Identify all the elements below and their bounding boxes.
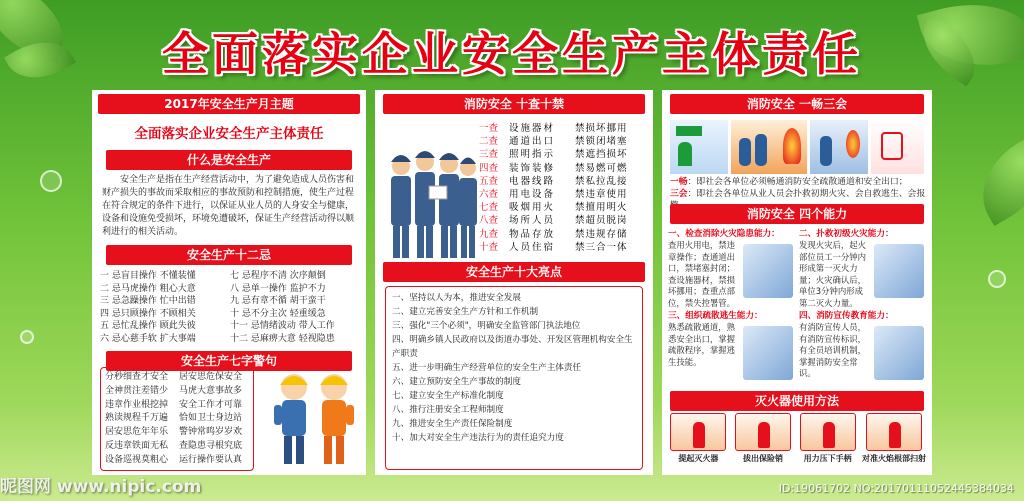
left-panel [92, 90, 366, 475]
taboo-item: 十 忌不分主次 轻重缓急 [230, 308, 326, 319]
taboo-item: 七 忌程序不清 次序颠倒 [230, 271, 326, 281]
ability-title: 三、组织疏散逃生能力： [668, 311, 763, 321]
ten-check-row [479, 241, 649, 254]
ten-check-ban: 禁三合一体 [575, 241, 628, 253]
ten-check-number: 八查 [479, 215, 499, 227]
middle-panel [375, 90, 653, 475]
taboo-item: 十二 忌麻痹大意 轻视隐患 [230, 333, 335, 344]
extinguisher-step-label: 提起灭火器 [678, 454, 719, 463]
taboo-item: 一 忌盲目操作 不懂装懂 [100, 271, 196, 281]
one-smooth-label: 一畅 [670, 177, 688, 187]
taboo-item: 三 忌急躁操作 忙中出错 [100, 296, 196, 306]
extinguisher-steps [668, 413, 926, 464]
ten-check-number: 六查 [479, 189, 499, 201]
ten-check-ban: 禁易燃可燃 [575, 162, 628, 174]
what-is-safety-header: 什么是安全生产 [106, 150, 352, 170]
ten-highlights-list [385, 286, 643, 470]
ten-check-item: 场所人员 [509, 215, 556, 227]
workers-illustration [268, 365, 362, 473]
extinguisher-icon [823, 422, 835, 448]
extinguisher-step-label: 用力压下手柄 [803, 454, 852, 463]
highlight-item: 二、建立完善安全生产方针和工作机制 [392, 307, 539, 317]
ability-block [799, 310, 926, 390]
ten-check-row [479, 214, 649, 227]
ten-check-number: 二查 [479, 136, 499, 148]
twelve-taboos-header: 安全生产十二忌 [106, 245, 352, 265]
ten-check-row [479, 201, 649, 214]
verse-item: 马虎大意事故多 [179, 385, 243, 396]
one-smooth-text: ：即社会各单位必须畅通消防安全疏散通道和安全出口； [687, 177, 908, 187]
evacuation-scene-icon [731, 120, 807, 174]
highlight-item: 四、明确乡镇人民政府以及街道办事处、开发区管理机构安全生产职责 [392, 335, 633, 359]
three-can-label: 三会 [670, 189, 688, 199]
taboo-item: 九 忌有章不循 胡干蛮干 [230, 296, 326, 306]
extinguisher-header: 灭火器使用方法 [670, 391, 924, 411]
worker-figure [320, 374, 354, 464]
extinguisher-step-icon [735, 413, 791, 451]
ability-illustration-icon [874, 326, 924, 380]
bubble-decoration [988, 270, 1006, 288]
ability-illustration-icon [743, 244, 793, 298]
ten-check-row [479, 122, 649, 135]
ten-check-ban: 禁擅用明火 [575, 202, 628, 214]
watermark-logo: 昵图网 www.nipic.com [0, 477, 202, 497]
verse-item: 全神贯注差错少 [105, 385, 169, 396]
watermark-id: ID:19061702 NO:20170111052445384034 [778, 482, 1014, 495]
ability-block [668, 228, 795, 308]
ten-checks-list [479, 122, 649, 254]
extinguisher-step [733, 413, 794, 464]
four-abilities-grid [668, 228, 926, 390]
ten-check-ban: 禁遮挡损坏 [575, 149, 628, 161]
ability-block [668, 310, 795, 390]
seven-char-box [100, 367, 254, 471]
highlight-item: 六、建立预防安全生产事故的制度 [392, 377, 521, 387]
ability-illustration-icon [743, 326, 793, 380]
ten-check-ban: 禁超员脱岗 [575, 215, 628, 227]
taboo-item: 二 忌马虎操作 粗心大意 [100, 283, 196, 294]
ten-check-ban: 禁私拉乱接 [575, 175, 628, 187]
three-can-text: ：即社会各单位从业人员会扑救初期火灾、会自救逃生、会报 [687, 189, 926, 199]
verse-item: 安全工作才可靠 [179, 399, 243, 410]
highlight-item: 五、进一步明确生产经营单位的安全生产主体责任 [392, 363, 582, 373]
extinguisher-step [862, 413, 926, 464]
ability-title: 四、消防宣传教育能力： [799, 311, 894, 321]
footer-strip [0, 475, 1024, 501]
ten-check-number: 九查 [479, 228, 499, 240]
ten-check-item: 用电设备 [509, 189, 556, 201]
verse-item: 查隐患寻根究底 [179, 440, 243, 451]
verse-item: 居安思危保安全 [179, 372, 243, 382]
extinguisher-step-label: 拔出保险销 [743, 454, 783, 463]
leaf-decoration [964, 134, 1024, 226]
verse-item: 设备巡视莫粗心 [105, 454, 169, 465]
ten-check-row [479, 175, 649, 188]
ability-block [799, 228, 926, 308]
extinguisher-icon [758, 422, 770, 448]
alarm-phone-icon [871, 120, 924, 174]
verse-item: 违章作业根挖掉 [105, 399, 169, 410]
highlight-item: 八、推行注册安全工程师制度 [392, 405, 504, 415]
exit-sign-icon [670, 120, 728, 174]
ten-check-item: 物品存放 [509, 228, 556, 240]
one-smooth-three-header: 消防安全 一畅三会 [670, 94, 924, 114]
ten-check-ban: 禁违规存储 [575, 228, 628, 240]
extinguisher-step-icon [800, 413, 856, 451]
ten-check-number: 三查 [479, 149, 499, 161]
extinguisher-step-icon [866, 413, 922, 451]
taboo-item: 六 忌心慈手软 扩大事端 [100, 333, 196, 344]
ten-check-number: 四查 [479, 162, 499, 174]
taboo-item: 八 忌单一操作 监护不力 [230, 283, 326, 294]
ten-check-ban: 禁锁闭堵塞 [575, 136, 628, 148]
ten-check-number: 一查 [479, 123, 499, 134]
verse-item: 分秒细查才安全 [105, 372, 169, 382]
ten-check-ban: 禁违章使用 [575, 189, 628, 201]
highlight-item: 九、推进安全生产责任保险制度 [392, 419, 513, 429]
highlight-item: 三、强化"三个必须"，明确安全监管部门执法地位 [392, 321, 581, 331]
extinguisher-step-icon [670, 413, 726, 451]
ten-checks-header: 消防安全 十查十禁 [383, 94, 645, 114]
ten-check-row [479, 162, 649, 175]
what-is-safety-text: 安全生产是指在生产经营活动中，为了避免造成人员伤害和财产损失的事故而采取相应的事故预防和控制措施，使生产过程在符合规定的条件下进行，以保证从业人员的人身安全与健康，设备和设施免受损坏，环境免遭破坏，保证生产经营活动得以顺利进行的相关活动。 [102, 175, 355, 237]
bubble-decoration [20, 330, 34, 344]
ability-text: 发现火灾后，起火部位员工一分钟内形成第一灭火力量；火灾确认后，单位3分钟内形成第二灭火力量。 [799, 240, 866, 308]
theme-subtitle: 全面落实企业安全生产主体责任 [134, 126, 324, 142]
twelve-taboos-list [100, 270, 360, 345]
extinguishing-scene-icon [810, 120, 868, 174]
highlight-item: 七、建立安全生产标准化制度 [392, 391, 504, 401]
right-panel [662, 90, 932, 475]
ten-check-number: 七查 [479, 202, 499, 214]
firefighters-illustration [385, 138, 481, 268]
ten-check-item: 装饰装修 [509, 162, 556, 174]
ten-check-item: 通道出口 [509, 136, 556, 148]
taboo-item: 五 忌忙乱操作 顾此失彼 [100, 321, 196, 331]
theme-header: 2017年安全生产月主题 [98, 94, 360, 114]
ten-check-row [479, 148, 649, 161]
verse-item: 恰如卫士身边站 [179, 413, 243, 424]
taboo-item: 四 忌只顾操作 不顾相关 [100, 308, 196, 319]
verse-item: 反违章铁面无私 [105, 440, 169, 451]
ability-illustration-icon [874, 244, 924, 298]
ten-highlights-header: 安全生产十大亮点 [383, 262, 645, 282]
fire-scene-illustration [670, 120, 924, 174]
ten-check-row [479, 188, 649, 201]
four-abilities-header: 消防安全 四个能力 [670, 204, 924, 224]
ten-check-ban: 禁损坏挪用 [575, 123, 628, 134]
ability-title: 二、扑救初级火灾能力： [799, 229, 894, 239]
ten-check-item: 吸烟用火 [509, 202, 556, 214]
verse-item: 居安思危年年乐 [105, 427, 169, 438]
ability-text: 查用火用电，禁违章操作；查通道出口，禁堵塞封闭；查设施器材，禁损坏挪用；查重点部位，禁失控署管。 [668, 240, 735, 308]
ten-check-row [479, 135, 649, 148]
extinguisher-icon [889, 422, 901, 448]
ability-text: 有消防宣传人员，有消防宣传标识，有全员培训机制，掌握消防安全常识。 [799, 322, 866, 378]
extinguisher-step-label: 对准火焰根部扫射 [862, 454, 927, 463]
taboo-item: 十一 忌情绪波动 带人工作 [230, 321, 335, 331]
ten-check-item: 人员住宿 [509, 241, 556, 253]
page-title: 全面落实企业安全生产主体责任 [162, 27, 862, 81]
ten-check-item: 电器线路 [509, 175, 556, 187]
verse-item: 熟读规程千万遍 [105, 413, 169, 424]
ten-check-item: 照明指示 [509, 149, 556, 161]
ten-check-number: 五查 [479, 175, 499, 187]
highlight-item: 一、坚持以人为本，推进安全发展 [392, 293, 521, 303]
extinguisher-step [797, 413, 858, 464]
ten-check-number: 十查 [479, 241, 499, 253]
ability-text: 熟悉疏散通道，熟悉安全出口，掌握疏散程序，掌握逃生技能。 [668, 322, 735, 367]
extinguisher-icon [693, 422, 705, 448]
worker-figure [274, 374, 308, 464]
verse-item: 警钟常鸣岁岁欢 [179, 427, 243, 438]
verse-item: 运行操作要认真 [179, 454, 243, 465]
ten-check-row [479, 228, 649, 241]
highlight-item: 十、加大对安全生产违法行为的责任追究力度 [392, 433, 564, 443]
ten-check-item: 设施器材 [509, 123, 556, 134]
bubble-decoration [40, 170, 62, 192]
ability-title: 一、检查消除火灾隐患能力： [668, 229, 780, 239]
seven-char-header: 安全生产七字警句 [106, 351, 352, 371]
extinguisher-step [668, 413, 729, 464]
